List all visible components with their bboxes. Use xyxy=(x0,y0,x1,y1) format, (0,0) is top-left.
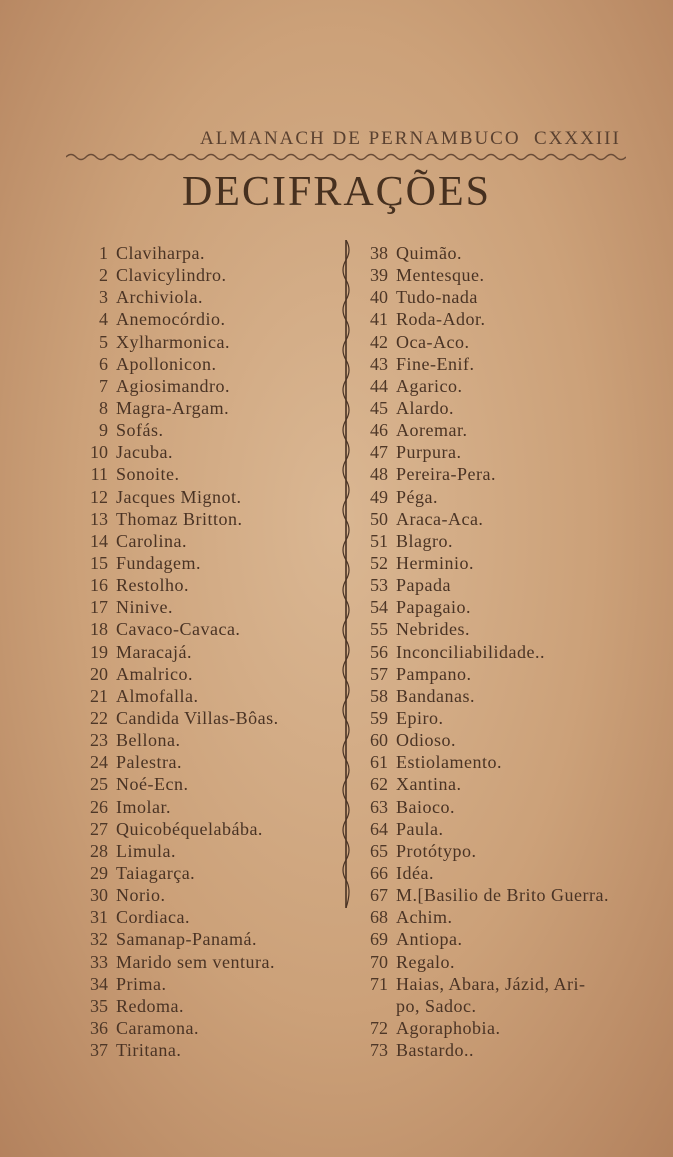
item-text: Noé-Ecn. xyxy=(116,774,189,795)
list-item xyxy=(72,508,342,530)
item-number: 8 xyxy=(99,397,108,418)
list-item xyxy=(72,419,342,441)
list-item xyxy=(352,618,652,640)
item-number: 21 xyxy=(90,685,108,706)
list-item xyxy=(72,264,342,286)
list-item xyxy=(352,264,652,286)
item-number: 20 xyxy=(90,663,108,684)
list-item xyxy=(352,685,652,707)
item-number: 29 xyxy=(90,862,108,883)
list-item xyxy=(72,751,342,773)
item-number: 68 xyxy=(370,907,388,928)
item-text: Imolar. xyxy=(116,796,171,817)
item-text: Candida Villas-Bôas. xyxy=(116,707,279,728)
list-item xyxy=(352,441,652,463)
item-number: 15 xyxy=(90,552,108,573)
item-number: 45 xyxy=(370,397,388,418)
item-number: 5 xyxy=(99,331,108,352)
item-text: Regalo. xyxy=(396,951,455,972)
list-item xyxy=(352,818,652,840)
list-item xyxy=(352,574,652,596)
list-item xyxy=(352,729,652,751)
item-text: Apollonicon. xyxy=(116,353,217,374)
item-number: 61 xyxy=(370,752,388,773)
item-text: Sonoite. xyxy=(116,464,180,485)
item-text: Aoremar. xyxy=(396,420,468,441)
item-number: 49 xyxy=(370,486,388,507)
item-text: Fine-Enif. xyxy=(396,353,475,374)
list-item xyxy=(352,375,652,397)
item-number: 56 xyxy=(370,641,388,662)
list-item xyxy=(352,641,652,663)
item-number: 43 xyxy=(370,353,388,374)
item-number: 46 xyxy=(370,420,388,441)
item-number: 30 xyxy=(90,885,108,906)
item-number: 33 xyxy=(90,951,108,972)
item-number: 67 xyxy=(370,885,388,906)
item-number: 3 xyxy=(99,287,108,308)
list-item xyxy=(72,641,342,663)
item-number: 58 xyxy=(370,685,388,706)
item-number: 65 xyxy=(370,840,388,861)
list-item xyxy=(352,663,652,685)
list-item xyxy=(72,530,342,552)
item-number: 50 xyxy=(370,508,388,529)
item-number: 9 xyxy=(99,420,108,441)
item-text: Odioso. xyxy=(396,730,457,751)
list-item xyxy=(352,1017,652,1039)
list-item xyxy=(72,906,342,928)
item-number: 16 xyxy=(90,575,108,596)
item-text: Archiviola. xyxy=(116,287,203,308)
list-item xyxy=(72,397,342,419)
list-item xyxy=(72,796,342,818)
item-text: Purpura. xyxy=(396,442,462,463)
item-number: 57 xyxy=(370,663,388,684)
item-text: Restolho. xyxy=(116,575,190,596)
item-text: Haias, Abara, Jázid, Ari- xyxy=(396,973,586,994)
item-text: Carolina. xyxy=(116,530,187,551)
item-number: 59 xyxy=(370,707,388,728)
list-item xyxy=(72,818,342,840)
list-item xyxy=(72,973,342,995)
right-column xyxy=(352,242,652,1061)
item-text: Blagro. xyxy=(396,530,453,551)
item-number: 72 xyxy=(370,1017,388,1038)
list-item xyxy=(72,331,342,353)
item-number: 10 xyxy=(90,442,108,463)
item-number: 14 xyxy=(90,530,108,551)
item-text: Limula. xyxy=(116,840,176,861)
item-text: Antiopa. xyxy=(396,929,463,950)
item-text: Estiolamento. xyxy=(396,752,502,773)
item-number: 39 xyxy=(370,265,388,286)
list-item xyxy=(352,353,652,375)
list-item xyxy=(72,862,342,884)
item-text: Papada xyxy=(396,575,451,596)
left-column xyxy=(72,242,342,1061)
list-item xyxy=(352,796,652,818)
item-number: 44 xyxy=(370,375,388,396)
item-number: 23 xyxy=(90,730,108,751)
list-item xyxy=(72,840,342,862)
item-number: 52 xyxy=(370,552,388,573)
item-text: Magra-Argam. xyxy=(116,397,230,418)
item-text: Caramona. xyxy=(116,1017,199,1038)
item-number: 1 xyxy=(99,243,108,263)
list-item xyxy=(352,286,652,308)
list-item xyxy=(352,552,652,574)
item-text: Bandanas. xyxy=(396,685,475,706)
list-item xyxy=(352,951,652,973)
item-text: Araca-Aca. xyxy=(396,508,484,529)
list-item xyxy=(352,928,652,950)
item-number: 27 xyxy=(90,818,108,839)
list-item xyxy=(352,751,652,773)
item-text: Mentesque. xyxy=(396,265,485,286)
item-text: Roda-Ador. xyxy=(396,309,486,330)
list-item xyxy=(72,618,342,640)
item-text: Quimão. xyxy=(396,243,462,263)
item-text: Achim. xyxy=(396,907,453,928)
item-text: Thomaz Britton. xyxy=(116,508,243,529)
item-number: 51 xyxy=(370,530,388,551)
item-text: Xantina. xyxy=(396,774,462,795)
list-item xyxy=(352,419,652,441)
item-text: Paula. xyxy=(396,818,444,839)
item-number: 66 xyxy=(370,862,388,883)
list-item xyxy=(72,685,342,707)
item-text: Alardo. xyxy=(396,397,454,418)
item-text: Palestra. xyxy=(116,752,182,773)
list-item xyxy=(352,995,652,1017)
item-text: Inconciliabilidade.. xyxy=(396,641,545,662)
item-text: Jacques Mignot. xyxy=(116,486,242,507)
item-number: 55 xyxy=(370,619,388,640)
list-item xyxy=(72,729,342,751)
item-text: Prima. xyxy=(116,973,167,994)
item-number: 24 xyxy=(90,752,108,773)
list-item xyxy=(72,995,342,1017)
list-item xyxy=(72,552,342,574)
list-item xyxy=(72,928,342,950)
item-number: 11 xyxy=(90,464,108,485)
item-number: 62 xyxy=(370,774,388,795)
item-number: 4 xyxy=(99,309,108,330)
item-number: 40 xyxy=(370,287,388,308)
item-text: Protótypo. xyxy=(396,840,477,861)
list-item xyxy=(352,840,652,862)
item-text: Cavaco-Cavaca. xyxy=(116,619,241,640)
item-number: 22 xyxy=(90,707,108,728)
list-item xyxy=(72,486,342,508)
item-number: 37 xyxy=(90,1040,108,1061)
item-number: 63 xyxy=(370,796,388,817)
list-item xyxy=(352,884,652,906)
page-number: CXXXIII xyxy=(534,128,621,149)
item-number: 6 xyxy=(99,353,108,374)
list-item xyxy=(352,1039,652,1061)
item-number: 12 xyxy=(90,486,108,507)
list-item xyxy=(72,1039,342,1061)
list-item xyxy=(72,663,342,685)
list-item xyxy=(72,286,342,308)
item-number: 2 xyxy=(99,265,108,286)
item-text: Bellona. xyxy=(116,730,181,751)
item-number: 71 xyxy=(370,973,388,994)
item-text: Taiagarça. xyxy=(116,862,196,883)
item-number: 7 xyxy=(99,375,108,396)
item-text: Bastardo.. xyxy=(396,1040,474,1061)
item-text: Clavicylindro. xyxy=(116,265,227,286)
item-text: Péga. xyxy=(396,486,438,507)
item-text: Pereira-Pera. xyxy=(396,464,496,485)
item-text: Amalrico. xyxy=(116,663,193,684)
item-text: Almofalla. xyxy=(116,685,199,706)
item-text: Tiritana. xyxy=(116,1040,182,1061)
item-number: 38 xyxy=(370,243,388,263)
item-text: Oca-Aco. xyxy=(396,331,470,352)
list-item xyxy=(72,596,342,618)
item-text: Sofás. xyxy=(116,420,164,441)
list-item xyxy=(72,884,342,906)
list-item xyxy=(352,906,652,928)
item-text: Herminio. xyxy=(396,552,474,573)
item-number: 47 xyxy=(370,442,388,463)
item-text: Jacuba. xyxy=(116,442,173,463)
list-item xyxy=(72,574,342,596)
item-text: Redoma. xyxy=(116,995,184,1016)
list-item xyxy=(352,508,652,530)
item-text: Baioco. xyxy=(396,796,455,817)
item-number: 36 xyxy=(90,1017,108,1038)
item-text: Marido sem ventura. xyxy=(116,951,275,972)
item-number: 60 xyxy=(370,730,388,751)
item-text: Agarico. xyxy=(396,375,463,396)
ornament-rule xyxy=(66,152,626,162)
item-number xyxy=(352,995,388,1017)
item-number: 13 xyxy=(90,508,108,529)
item-text: Samanap-Panamá. xyxy=(116,929,257,950)
item-text: Nebrides. xyxy=(396,619,470,640)
list-item xyxy=(72,242,342,264)
list-item xyxy=(352,530,652,552)
item-number: 54 xyxy=(370,597,388,618)
item-text: Epiro. xyxy=(396,707,444,728)
item-text: Claviharpa. xyxy=(116,243,205,263)
item-text: Tudo-nada xyxy=(396,287,478,308)
item-text: Papagaio. xyxy=(396,597,471,618)
item-text: M.[Basilio de Brito Guerra. xyxy=(396,885,609,906)
item-number: 34 xyxy=(90,973,108,994)
list-item xyxy=(72,773,342,795)
item-number: 48 xyxy=(370,464,388,485)
item-text: Cordiaca. xyxy=(116,907,190,928)
item-number: 19 xyxy=(90,641,108,662)
item-number: 53 xyxy=(370,575,388,596)
item-number: 31 xyxy=(90,907,108,928)
item-number: 35 xyxy=(90,995,108,1016)
list-item xyxy=(352,707,652,729)
list-item xyxy=(352,862,652,884)
item-number: 28 xyxy=(90,840,108,861)
item-text: Ninive. xyxy=(116,597,173,618)
item-text: Agiosimandro. xyxy=(116,375,230,396)
list-item xyxy=(72,441,342,463)
item-number: 73 xyxy=(370,1040,388,1061)
list-item xyxy=(352,463,652,485)
list-item xyxy=(72,707,342,729)
item-text: po, Sadoc. xyxy=(396,995,477,1016)
list-item xyxy=(352,242,652,264)
item-number: 17 xyxy=(90,597,108,618)
list-item xyxy=(352,308,652,330)
list-item xyxy=(352,973,652,995)
list-item xyxy=(72,1017,342,1039)
list-item xyxy=(72,375,342,397)
list-item xyxy=(352,596,652,618)
running-title: ALMANACH DE PERNAMBUCO xyxy=(200,128,521,149)
list-item xyxy=(72,951,342,973)
item-number: 32 xyxy=(90,929,108,950)
item-text: Anemocórdio. xyxy=(116,309,226,330)
item-text: Agoraphobia. xyxy=(396,1017,501,1038)
item-number: 70 xyxy=(370,951,388,972)
item-text: Norio. xyxy=(116,885,166,906)
item-number: 18 xyxy=(90,619,108,640)
item-text: Maracajá. xyxy=(116,641,192,662)
item-number: 42 xyxy=(370,331,388,352)
item-number: 64 xyxy=(370,818,388,839)
item-text: Quicobéquelabába. xyxy=(116,818,263,839)
item-number: 25 xyxy=(90,774,108,795)
item-text: Fundagem. xyxy=(116,552,201,573)
list-item xyxy=(352,397,652,419)
item-text: Xylharmonica. xyxy=(116,331,230,352)
item-text: Pampano. xyxy=(396,663,472,684)
list-item xyxy=(352,331,652,353)
item-number: 69 xyxy=(370,929,388,950)
list-item xyxy=(72,353,342,375)
section-title: DECIFRAÇÕES xyxy=(181,169,492,215)
list-item xyxy=(72,308,342,330)
list-item xyxy=(352,486,652,508)
list-item xyxy=(72,463,342,485)
item-number: 26 xyxy=(90,796,108,817)
list-item xyxy=(352,773,652,795)
item-number: 41 xyxy=(370,309,388,330)
item-text: Idéa. xyxy=(396,862,434,883)
